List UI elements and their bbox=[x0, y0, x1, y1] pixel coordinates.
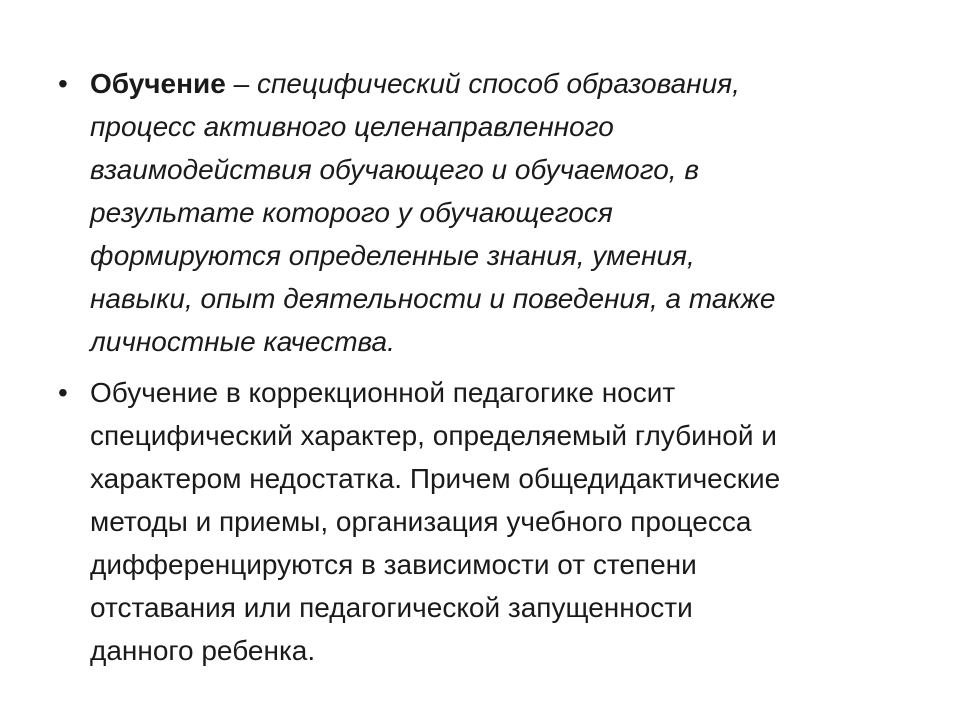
paragraph-text: данного ребенка. bbox=[90, 635, 316, 666]
definition-text: формируются определенные знания, умения, bbox=[90, 240, 695, 271]
paragraph-text: Обучение в коррекционной педагогике носит bbox=[90, 377, 676, 408]
paragraph-text: характером недостатка. Причем общедидактические bbox=[90, 463, 781, 494]
term-label: Обучение bbox=[90, 68, 226, 99]
paragraph-text: специфический характер, определяемый глубиной и bbox=[90, 420, 777, 451]
bullet-marker: • bbox=[58, 377, 68, 408]
bullet-item-correctional bbox=[58, 371, 918, 672]
bullet-line bbox=[90, 62, 918, 105]
bullet-marker: • bbox=[58, 68, 68, 99]
definition-text: процесс активного целенаправленного bbox=[90, 111, 614, 142]
paragraph-text: отставания или педагогической запущенности bbox=[90, 592, 693, 623]
definition-text: специфический способ образования, bbox=[256, 68, 740, 99]
definition-text: личностные качества. bbox=[90, 326, 395, 357]
term-separator: – bbox=[225, 68, 257, 99]
bullet-item-definition bbox=[58, 62, 918, 363]
definition-text: результате которого у обучающегося bbox=[90, 197, 613, 228]
definition-text: навыки, опыт деятельности и поведения, а также bbox=[90, 283, 776, 314]
paragraph-text: методы и приемы, организация учебного процесса bbox=[90, 506, 752, 537]
paragraph-text: дифференцируются в зависимости от степени bbox=[90, 549, 697, 580]
slide-content bbox=[58, 62, 918, 680]
definition-text: взаимодействия обучающего и обучаемого, в bbox=[90, 154, 699, 185]
